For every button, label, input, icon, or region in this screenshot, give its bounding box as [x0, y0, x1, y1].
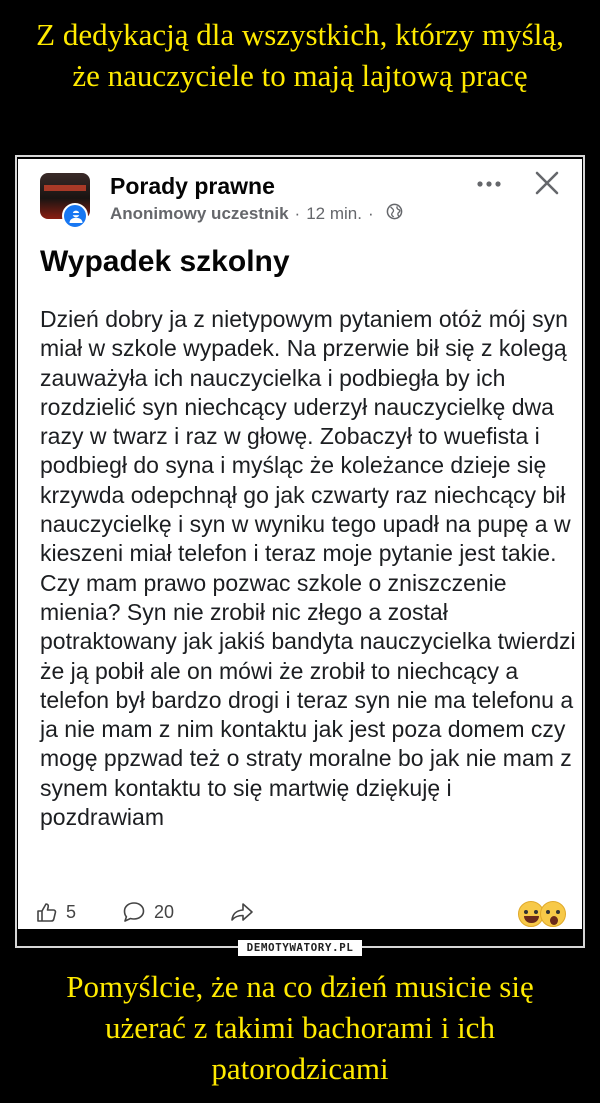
- like-count: 5: [66, 901, 77, 922]
- bottom-caption: Pomyślcie, że na co dzień musicie się użerać z takimi bachorami i ich patorodzicami: [66, 969, 534, 1086]
- comment-icon: [122, 901, 146, 923]
- post-title: Wypadek szkolny: [40, 245, 290, 278]
- avatar-stripe: [44, 185, 86, 191]
- share-icon: [230, 901, 254, 923]
- member-icon: [62, 203, 88, 229]
- like-icon: [36, 901, 58, 923]
- meta-separator: ·: [294, 204, 301, 223]
- watermark: DEMOTYWATORY.PL: [238, 940, 362, 956]
- post-time[interactable]: 12 min.: [306, 204, 362, 223]
- wow-emoji: [540, 901, 566, 927]
- globe-icon: [386, 203, 403, 225]
- meta-separator-2: ·: [367, 204, 374, 223]
- share-button[interactable]: [230, 901, 254, 923]
- post-meta: [110, 203, 403, 225]
- close-icon[interactable]: [532, 168, 562, 198]
- group-name[interactable]: Porady prawne: [110, 173, 275, 199]
- reactions[interactable]: [518, 901, 566, 927]
- author-name[interactable]: Anonimowy uczestnik: [110, 204, 289, 223]
- post-actions: [36, 901, 566, 927]
- more-icon[interactable]: [476, 177, 502, 189]
- top-caption: Z dedykacją dla wszystkich, którzy myślą, że nauczyciele to mają lajtową pracę: [36, 17, 564, 93]
- facebook-post-card: [18, 159, 582, 929]
- post-body: Dzień dobry ja z nietypowym pytaniem otóż mój syn miał w szkole wypadek. Na przerwie bił się z kolegą zauważyła ich nauczycielka i podbiegła by ich rozdzielić syn niechcący uderzył nauczycielkę dwa razy w twarz i raz w głowę. Zobaczył to wuefista i podbiegł do syna i myśląc że koleżance dzieje się krzywda odepchnął go jak czwarty raz niechcący bił nauczycielkę i syn w wyniku tego upadł na pupę a w kieszeni miał telefon i teraz moje pytanie jest takie. Czy mam prawo pozwac szkole o zniszczenie mienia? Syn nie zrobił nic złego a został potraktowany jak jakiś bandyta nauczycielka twierdzi że ją pobił ale on mówi że zrobił to niechcący a telefon był bardzo drogi i teraz syn nie ma telefonu a ja nie mam z nim kontaktu jak jest poza domem czy mogę ppzwad też o straty moralne bo jak nie mam z synem kontaktu to się martwię dziękuję i pozdrawiam: [40, 306, 576, 831]
- comment-button[interactable]: [122, 901, 174, 923]
- like-button[interactable]: [36, 901, 76, 923]
- comment-count: 20: [154, 901, 175, 922]
